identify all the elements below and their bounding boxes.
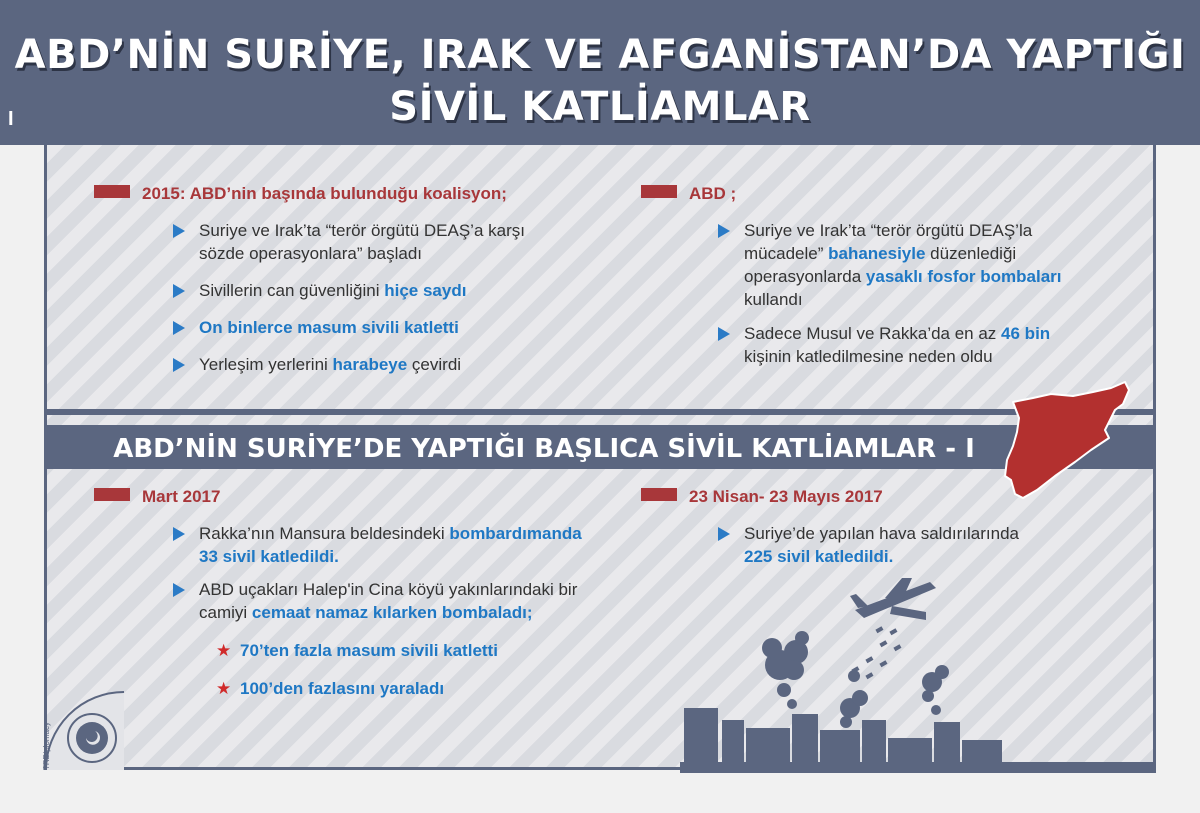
page-title-line1: ABD’NİN SURİYE, IRAK VE AFGANİSTAN’DA YAPTIĞI <box>14 32 1186 78</box>
triangle-icon <box>718 527 730 541</box>
triangle-icon <box>718 224 730 238</box>
tr-diplomacy-logo <box>44 690 124 770</box>
bottom-left-heading: Mart 2017 <box>94 487 220 507</box>
sub-list-item: ★ 100’den fazlasını yaraladı <box>216 679 445 698</box>
red-bar-marker <box>94 185 130 198</box>
list-item: Suriye ve Irak’ta “terör örgütü DEAŞ’a karşı sözde operasyonlara” başladı <box>199 219 525 265</box>
triangle-icon <box>173 358 185 372</box>
top-right-heading: ABD ; <box>641 184 736 204</box>
syria-map-icon <box>993 378 1143 508</box>
bombing-plane-city-illustration <box>680 570 1156 773</box>
page-title-line2: SİVİL KATLİAMLAR <box>389 84 811 130</box>
triangle-icon <box>173 224 185 238</box>
triangle-icon <box>173 527 185 541</box>
list-item: Suriye ve Irak’ta “terör örgütü DEAŞ’la mücadele” bahanesiyle düzenlediği operasyonlarda yasaklı fosfor bombaları kullandı <box>744 219 1062 311</box>
section-band-title: ABD’NİN SURİYE’DE YAPTIĞI BAŞLICA SİVİL KATLİAMLAR - I <box>113 434 975 464</box>
top-left-heading: 2015: ABD’nin başında bulunduğu koalisyon; <box>94 184 507 204</box>
list-item: Sivillerin can güvenliğini hiçe saydı <box>199 279 466 302</box>
bottom-right-heading: 23 Nisan- 23 Mayıs 2017 <box>641 487 883 507</box>
list-item: Yerleşim yerlerini harabeye çevirdi <box>199 353 461 376</box>
part-marker: I <box>8 108 14 130</box>
star-icon: ★ <box>216 679 232 698</box>
triangle-icon <box>173 284 185 298</box>
star-icon: ★ <box>216 641 232 660</box>
red-bar-marker <box>641 488 677 501</box>
divider-stripe <box>44 409 1156 415</box>
triangle-icon <box>173 321 185 335</box>
list-item: Sadece Musul ve Rakka’da en az 46 bin kişinin katledilmesine neden oldu <box>744 322 1050 368</box>
triangle-icon <box>718 327 730 341</box>
list-item: ABD uçakları Halep'in Cina köyü yakınlarındaki bir camiyi cemaat namaz kılarken bombaladı; <box>199 578 577 624</box>
airplane-icon <box>850 578 936 620</box>
triangle-icon <box>173 583 185 597</box>
list-item: On binlerce masum sivili katletti <box>199 316 459 339</box>
red-bar-marker <box>641 185 677 198</box>
list-item: Suriye’de yapılan hava saldırılarında 225 sivil katledildi. <box>744 522 1019 568</box>
sub-list-item: ★ 70’ten fazla masum sivili katletti <box>216 641 498 660</box>
logo-handle: TRDiplomacy <box>42 721 51 770</box>
red-bar-marker <box>94 488 130 501</box>
list-item: Rakka’nın Mansura beldesindeki bombardımanda 33 sivil katledildi. <box>199 522 582 568</box>
